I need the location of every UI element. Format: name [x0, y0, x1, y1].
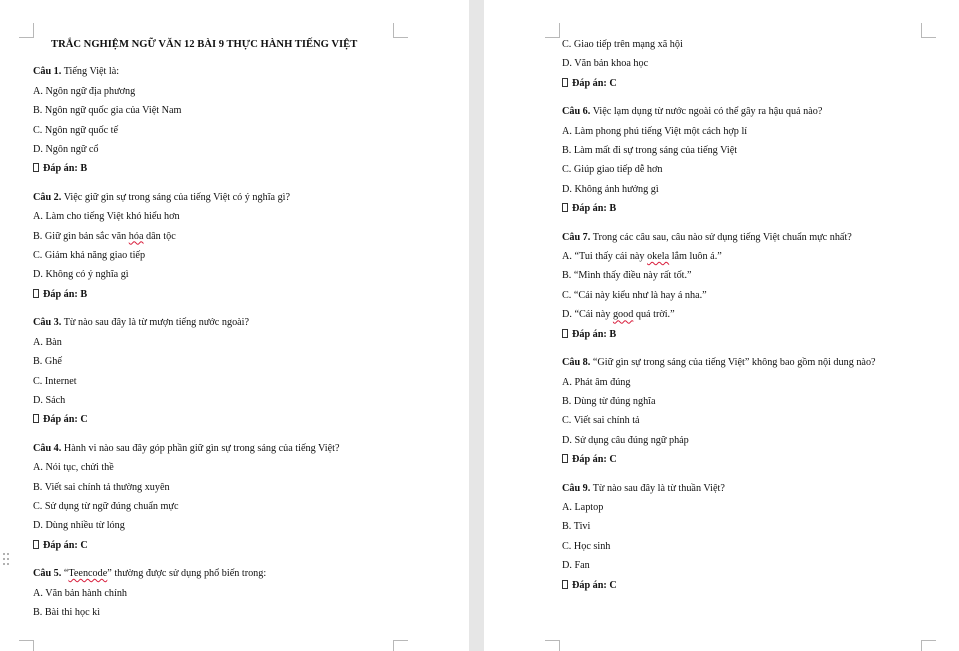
crop-mark	[393, 640, 408, 651]
answer-option: C. Học sinh	[562, 540, 611, 552]
question-block	[33, 313, 453, 429]
answer-option: C. Giao tiếp trên mạng xã hội	[562, 39, 683, 50]
question-block	[33, 439, 453, 555]
checkbox-glyph-icon	[562, 329, 568, 338]
question-text	[562, 228, 947, 247]
answer-option: D. Ngôn ngữ cổ	[33, 144, 99, 156]
question-number: Câu 6.	[562, 106, 591, 118]
answer-option: B. Làm mất đi sự trong sáng của tiếng Việt	[562, 145, 738, 157]
answer-option: C. Giúp giao tiếp dễ hơn	[562, 164, 663, 176]
answer-key	[562, 74, 947, 93]
answer-option: B. Ghế	[33, 356, 62, 368]
answer-key	[33, 536, 453, 555]
question-text	[33, 313, 453, 332]
question-stem: Từ nào sau đây là từ thuần Việt?	[592, 482, 725, 494]
answer-key-text: Đáp án: B	[43, 163, 88, 175]
answer-key-text: Đáp án: C	[572, 454, 617, 466]
spellcheck-flag[interactable]: okela	[647, 251, 670, 263]
answer-option: A. Phát âm đúng	[562, 376, 631, 388]
question-block	[33, 564, 453, 622]
checkbox-glyph-icon	[562, 580, 568, 589]
answer-key	[562, 576, 947, 595]
answer-option: C. Sử dụng từ ngữ đúng chuẩn mực	[33, 500, 179, 512]
question-number: Câu 4.	[33, 442, 62, 454]
answer-option: D. Không ảnh hưởng gì	[562, 183, 659, 195]
answer-option: C. Viết sai chính tả	[562, 415, 640, 427]
crop-mark	[19, 640, 34, 651]
question-text	[33, 188, 453, 207]
answer-option: A. Làm cho tiếng Việt khó hiểu hơn	[33, 211, 180, 223]
question-stem: Hành vi nào sau đây góp phần giữ gìn sự trong sáng của tiếng Việt?	[63, 442, 340, 454]
answer-key-text: Đáp án: C	[43, 414, 88, 426]
answer-key	[33, 159, 453, 178]
checkbox-glyph-icon	[33, 163, 39, 172]
checkbox-glyph-icon	[33, 414, 39, 423]
answer-option: D. Văn bản khoa học	[562, 58, 649, 70]
document-page-left	[0, 0, 469, 651]
crop-mark	[545, 23, 560, 38]
question-block	[562, 479, 947, 595]
answer-key-text: Đáp án: C	[43, 539, 88, 551]
answer-option: A. “Tui thấy cái này okela lắm luôn á.”	[562, 251, 722, 263]
answer-key	[562, 325, 947, 344]
drag-handle-icon[interactable]	[3, 553, 11, 567]
answer-option: B. Tivi	[562, 521, 591, 533]
answer-option: D. Fan	[562, 560, 590, 572]
page-content[interactable]	[33, 35, 453, 622]
answer-key-text: Đáp án: B	[572, 203, 617, 215]
question-number: Câu 5.	[33, 568, 62, 580]
answer-option: D. Sử dụng câu đúng ngữ pháp	[562, 434, 689, 446]
question-block	[33, 62, 453, 178]
question-number: Câu 2.	[33, 191, 62, 203]
question-stem: “Giữ gìn sự trong sáng của tiếng Việt” không bao gồm nội dung nào?	[592, 357, 876, 369]
answer-key	[562, 450, 947, 469]
answer-option: D. “Cái này good quá trời.”	[562, 309, 675, 321]
question-stem: Trong các câu sau, câu nào sử dụng tiếng Việt chuẩn mực nhất?	[592, 231, 852, 243]
document-title: TRẮC NGHIỆM NGỮ VĂN 12 BÀI 9 THỰC HÀNH TIẾNG VIỆT	[51, 39, 358, 50]
answer-option: D. Sách	[33, 394, 66, 406]
question-stem: Tiếng Việt là:	[63, 66, 120, 78]
answer-key-text: Đáp án: C	[572, 579, 617, 591]
answer-option: A. Văn bản hành chính	[33, 587, 128, 599]
spellcheck-flag[interactable]: hóa	[128, 230, 144, 242]
question-stem: Việc lạm dụng từ nước ngoài có thể gây ra hậu quả nào?	[592, 106, 823, 118]
document-page-right	[484, 0, 959, 651]
answer-option: B. Dùng từ đúng nghĩa	[562, 395, 656, 407]
question-number: Câu 9.	[562, 482, 591, 494]
question-block	[33, 188, 453, 304]
question-text	[562, 102, 947, 121]
spellcheck-flag[interactable]: good	[612, 309, 634, 321]
question-number: Câu 1.	[33, 66, 62, 78]
answer-option: B. Ngôn ngữ quốc gia của Việt Nam	[33, 105, 182, 117]
crop-mark	[19, 23, 34, 38]
page-content[interactable]	[562, 35, 947, 604]
question-block	[562, 228, 947, 344]
question-text	[562, 479, 947, 498]
answer-option: C. “Cái này kiểu như là hay á nha.”	[562, 289, 707, 301]
question-block	[562, 35, 947, 93]
checkbox-glyph-icon	[562, 78, 568, 87]
answer-option: A. Làm phong phú tiếng Việt một cách hợp lí	[562, 125, 748, 137]
answer-option: D. Không có ý nghĩa gì	[33, 269, 129, 281]
answer-option: B. Bài thi học kì	[33, 606, 101, 618]
answer-option: D. Dùng nhiều từ lóng	[33, 520, 125, 532]
answer-option: A. Ngôn ngữ địa phương	[33, 85, 136, 97]
question-number: Câu 7.	[562, 231, 591, 243]
question-text	[562, 353, 947, 372]
answer-option: B. Giữ gìn bản sắc văn hóa dân tộc	[33, 230, 176, 242]
checkbox-glyph-icon	[562, 203, 568, 212]
answer-key-text: Đáp án: B	[572, 328, 617, 340]
answer-option: B. Viết sai chính tả thường xuyên	[33, 481, 170, 493]
question-text	[33, 439, 453, 458]
question-text	[33, 62, 453, 81]
question-number: Câu 3.	[33, 317, 62, 329]
crop-mark	[545, 640, 560, 651]
question-block	[562, 353, 947, 469]
answer-option: A. Nói tục, chửi thề	[33, 462, 114, 474]
answer-key-text: Đáp án: C	[572, 77, 617, 89]
question-stem: “Teencode” thường được sử dụng phổ biến trong:	[63, 568, 267, 580]
answer-key	[33, 410, 453, 429]
answer-option: C. Internet	[33, 375, 77, 387]
checkbox-glyph-icon	[33, 540, 39, 549]
question-text	[33, 564, 453, 583]
answer-option: C. Ngôn ngữ quốc tế	[33, 124, 119, 136]
answer-option: A. Laptop	[562, 501, 604, 513]
answer-key	[562, 199, 947, 218]
answer-key-text: Đáp án: B	[43, 288, 88, 300]
answer-option: A. Bàn	[33, 336, 62, 348]
spellcheck-flag[interactable]: Teencode	[68, 568, 108, 580]
answer-key	[33, 285, 453, 304]
answer-option: C. Giảm khả năng giao tiếp	[33, 250, 146, 262]
checkbox-glyph-icon	[562, 454, 568, 463]
checkbox-glyph-icon	[33, 289, 39, 298]
question-stem: Việc giữ gìn sự trong sáng của tiếng Việt có ý nghĩa gì?	[63, 191, 291, 203]
crop-mark	[921, 640, 936, 651]
question-stem: Từ nào sau đây là từ mượn tiếng nước ngoài?	[63, 317, 250, 329]
answer-option: B. “Mình thấy điều này rất tốt.”	[562, 270, 692, 282]
question-block	[562, 102, 947, 218]
question-number: Câu 8.	[562, 357, 591, 369]
